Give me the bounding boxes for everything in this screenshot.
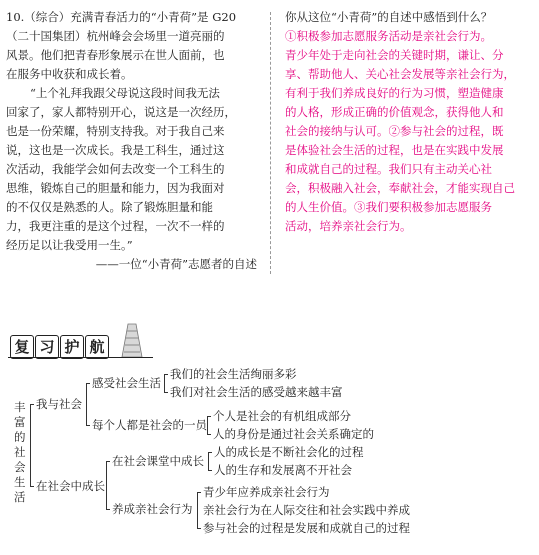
banner-underline <box>8 357 153 358</box>
tree-leaf: 我们对社会生活的感受越来越丰富 <box>170 385 343 399</box>
question-body <box>6 8 261 274</box>
tree-connector <box>197 528 201 529</box>
tree-connector <box>164 374 165 392</box>
tree-connector <box>207 434 211 435</box>
intro-line: 风景。他们把青春形象展示在世人面前，也 <box>6 48 225 62</box>
answer-line: 和成就自己的过程。我们只有主动关心社 <box>285 162 492 176</box>
quote-line: 思维，锻炼自己的胆量和能力，因为我面对 <box>6 181 225 195</box>
tree-connector <box>197 492 201 493</box>
tree-connector <box>30 486 34 487</box>
answer-line: 社会的接纳与认可。②参与社会的过程，既 <box>285 124 504 138</box>
quote-line: 力，我更注重的是这个过程，一次不一样的 <box>6 219 225 233</box>
tree-connector <box>30 404 31 486</box>
tree-node-me-society: 我与社会 <box>36 397 82 411</box>
answer-line: 是体验社会生活的过程，也是在实践中发展 <box>285 143 504 157</box>
answer-line: 有利于我们养成良好的行为习惯，塑造健康 <box>285 86 504 100</box>
tree-connector <box>106 461 107 509</box>
tree-connector <box>208 452 209 470</box>
answer-block <box>285 8 530 236</box>
tree-node-class: 在社会课堂中成长 <box>112 454 204 468</box>
answer-line: 享、帮助他人、关心社会发展等亲社会行为， <box>285 67 515 81</box>
tree-leaf: 参与社会的过程是发展和成就自己的过程 <box>203 521 410 535</box>
review-section-banner <box>8 330 153 366</box>
tree-leaf: 个人是社会的有机组成部分 <box>213 409 351 423</box>
tree-root: 丰富的社会生活 <box>14 400 26 504</box>
tree-connector <box>164 392 168 393</box>
answer-line: 的人生价值。③我们要积极参加志愿服务 <box>285 200 492 214</box>
quote-signature: ——一位“小青荷”志愿者的自述 <box>95 257 257 271</box>
banner-char: 习 <box>35 335 59 359</box>
tree-connector <box>106 509 110 510</box>
column-divider <box>270 12 271 274</box>
tree-node-prosocial: 养成亲社会行为 <box>112 502 193 516</box>
banner-char: 护 <box>60 335 84 359</box>
answer-line: 活动，培养亲社会行为。 <box>285 219 412 233</box>
tower-icon <box>114 322 150 358</box>
tree-leaf: 人的身份是通过社会关系确定的 <box>213 427 374 441</box>
question-tag: （综合） <box>24 10 71 24</box>
tree-connector <box>86 383 90 384</box>
tree-connector <box>197 492 198 528</box>
answer-line: ①积极参加志愿服务活动是亲社会行为。 <box>285 29 492 43</box>
tree-connector <box>207 416 208 434</box>
question-prompt: 你从这位“小青荷”的自述中感悟到什么？ <box>285 10 493 24</box>
banner-char: 航 <box>85 335 109 359</box>
quote-line: 也是一份荣耀，特别支持我。对于我自己来 <box>6 124 225 138</box>
answer-line: 的人格，形成正确的价值观念，获得他人和 <box>285 105 504 119</box>
tree-leaf: 人的生存和发展离不开社会 <box>214 463 352 477</box>
quote-line: 回家了，家人都特别开心，说这是一次经历， <box>6 105 236 119</box>
tree-leaf: 亲社会行为在人际交往和社会实践中养成 <box>203 503 410 517</box>
quote-line: 次活动，我能学会如何去改变一个工科生的 <box>6 162 225 176</box>
tree-leaf: 我们的社会生活绚丽多彩 <box>170 367 297 381</box>
tree-node-grow: 在社会中成长 <box>36 479 105 493</box>
tree-connector <box>208 470 212 471</box>
tree-leaf: 人的成长是不断社会化的过程 <box>214 445 364 459</box>
intro-line: 在服务中收获和成长着。 <box>6 67 133 81</box>
answer-line: 会，积极融入社会，奉献社会，才能实现自己 <box>285 181 515 195</box>
quote-line: 说，这也是一次成长。我是工科生，通过这 <box>6 143 225 157</box>
banner-char: 复 <box>10 335 34 359</box>
intro-line: 充满青春活力的“小青荷”是 G20 <box>70 10 237 24</box>
intro-line: （二十国集团）杭州峰会会场里一道亮丽的 <box>6 29 225 43</box>
tree-leaf: 青少年应养成亲社会行为 <box>203 485 330 499</box>
tree-connector <box>86 383 87 425</box>
tree-connector <box>208 452 212 453</box>
quote-line: “上个礼拜我跟父母说这段时间我无法 <box>30 86 220 100</box>
quote-line: 的不仅仅是熟悉的人。除了锻炼胆量和能 <box>6 200 213 214</box>
tree-connector <box>106 461 110 462</box>
tree-connector <box>164 374 168 375</box>
tree-connector <box>207 416 211 417</box>
tree-connector <box>30 404 34 405</box>
question-number: 10. <box>6 10 25 24</box>
tree-connector <box>86 425 90 426</box>
quote-line: 经历足以让我受用一生。” <box>6 238 133 252</box>
answer-line: 青少年处于走向社会的关键时期，谦让、分 <box>285 48 504 62</box>
question-intro <box>6 8 261 27</box>
tree-node-feel: 感受社会生活 <box>92 376 161 390</box>
tree-node-member: 每个人都是社会的一员 <box>92 418 207 432</box>
